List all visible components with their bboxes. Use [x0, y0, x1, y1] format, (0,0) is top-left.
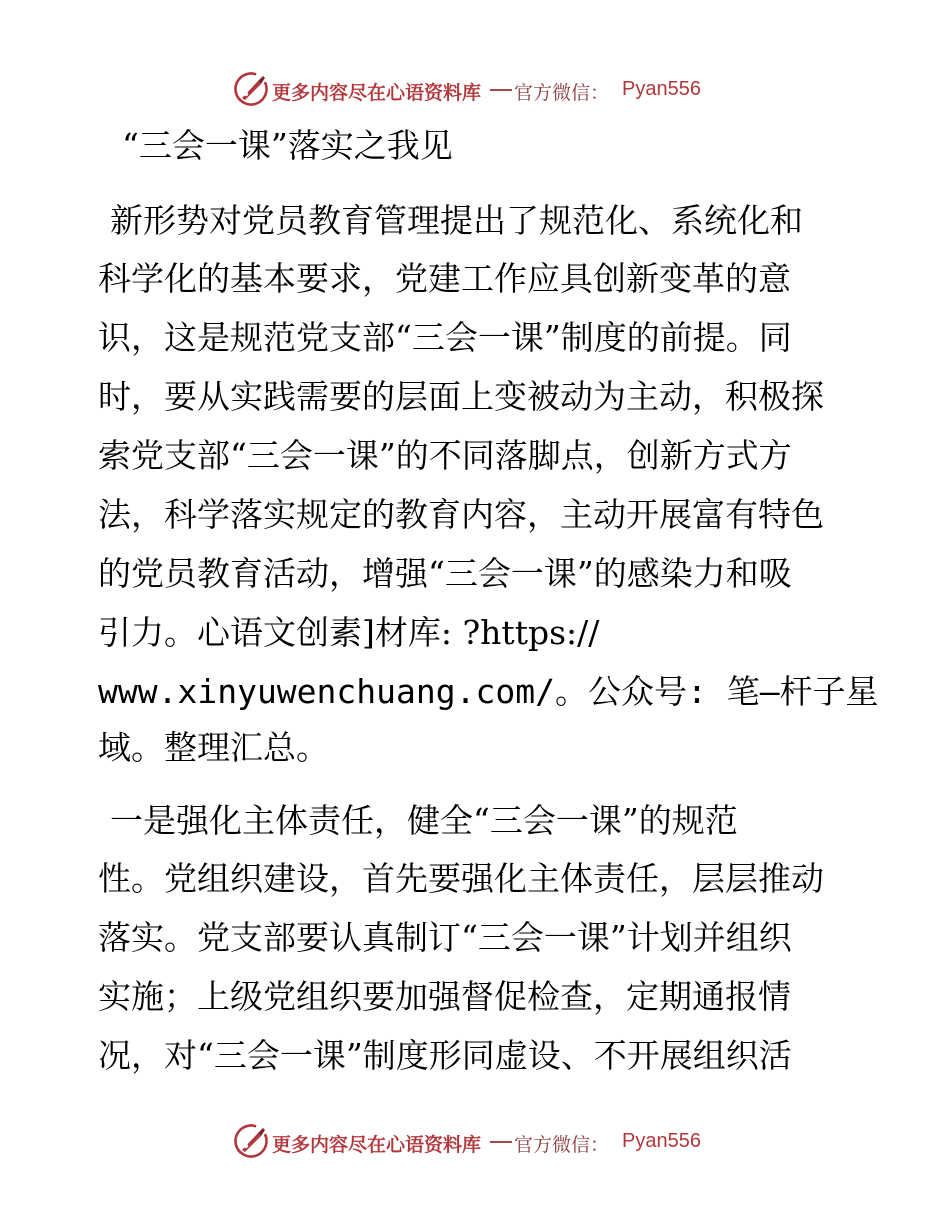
paragraph-line: 一是强化主体责任，健全“三会一课”的规范 [110, 801, 738, 840]
banner-slogan: 更多内容尽在心语资料库 [272, 1134, 482, 1156]
paragraph-line: 的党员教育活动，增强“三会一课”的感染力和吸 [98, 554, 792, 593]
paragraph-line: 识，这是规范党支部“三会一课”制度的前提。同 [98, 318, 792, 357]
header-banner [0, 70, 950, 110]
banner-wechat-id: Pyan556 [622, 78, 701, 100]
document-title: “三会一课”落实之我见 [122, 126, 453, 165]
banner-dash [490, 89, 512, 91]
footer-banner [0, 1122, 950, 1162]
paragraph-line-url: www.xinyuwenchuang.com/。公众号: 笔—杆子星 [98, 672, 879, 711]
paragraph-line: 落实。党支部要认真制订“三会一课”计划并组织 [98, 918, 792, 957]
quill-pen-seal-icon [233, 1123, 269, 1159]
paragraph-line: 时，要从实践需要的层面上变被动为主动，积极探 [98, 377, 824, 416]
paragraph-line: 索党支部“三会一课”的不同落脚点，创新方式方 [98, 436, 792, 475]
banner-wechat-label: 官方微信： [514, 1134, 610, 1156]
paragraph-line: 引力。心语文创素]材库: ?https:// [98, 613, 600, 652]
paragraph-line: 法，科学落实规定的教育内容，主动开展富有特色 [98, 495, 824, 534]
paragraph-line: 域。整理汇总。 [98, 728, 329, 767]
paragraph-line: 实施；上级党组织要加强督促检查，定期通报情 [98, 977, 791, 1016]
paragraph-line: 性。党组织建设，首先要强化主体责任，层层推动 [98, 859, 824, 898]
paragraph-line: 况，对“三会一课”制度形同虚设、不开展组织活 [98, 1036, 792, 1075]
banner-slogan: 更多内容尽在心语资料库 [272, 82, 482, 104]
banner-dash [490, 1141, 512, 1143]
quill-pen-seal-icon [233, 71, 269, 107]
paragraph-line: 新形势对党员教育管理提出了规范化、系统化和 [110, 201, 803, 240]
paragraph-line: 科学化的基本要求，党建工作应具创新变革的意 [98, 259, 791, 298]
banner-wechat-label: 官方微信： [514, 82, 610, 104]
banner-wechat-id: Pyan556 [622, 1130, 701, 1152]
